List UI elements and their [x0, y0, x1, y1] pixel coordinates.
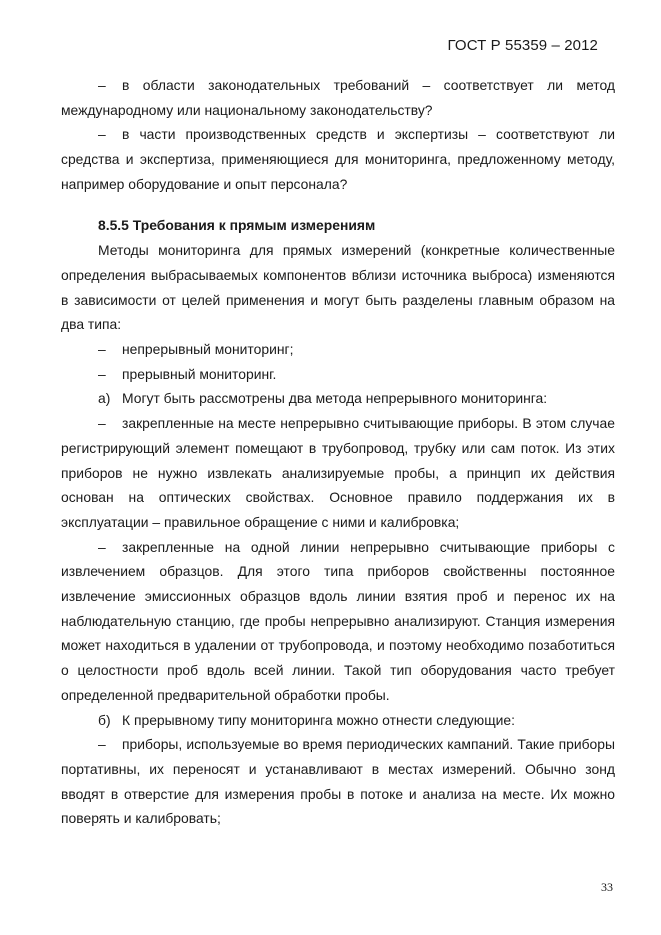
list-marker: б)	[98, 711, 111, 728]
list-item-text: непрерывный мониторинг;	[122, 341, 294, 358]
list-marker: –	[98, 77, 106, 93]
list-item	[61, 73, 615, 122]
list-marker: –	[98, 538, 106, 555]
list-marker: –	[98, 415, 106, 432]
document-body	[61, 73, 615, 831]
list-item-text: Могут быть рассмотрены два метода непрерывного мониторинга:	[122, 390, 548, 407]
list-marker: а)	[98, 390, 111, 407]
list-item-text: К прерывному типу мониторинга можно отнести следующие:	[122, 711, 515, 728]
list-item	[61, 122, 615, 196]
page-number: 33	[601, 880, 613, 894]
body-paragraph: Методы мониторинга для прямых измерений (конкретные количественные определения выбрасываемых компонентов вблизи источника выброса) изменяются в зависимости от целей применения и могут быть разделены главным образом на два типа:	[61, 242, 615, 333]
list-marker: –	[98, 126, 106, 143]
list-item-text: закрепленные на одной линии непрерывно считывающие приборы с извлечением образцов. Для этого типа приборов свойственны постоянное извлечение эмиссионных образцов вдоль линии взятия проб и перенос их на наблюдательную станцию, где пробы непрерывно анализируют. Станция измерения может находиться в удалении от трубопровода, и поэтому необходимо позаботиться о целостности проб вдоль всей линии. Такой тип оборудования часто требует определенной предварительной обработки пробы.	[61, 538, 615, 703]
list-marker: –	[98, 341, 106, 358]
list-item-text: в области законодательных требований – соответствует ли метод международному или национальному законодательству?	[61, 77, 615, 118]
list-item	[61, 732, 615, 831]
list-marker: –	[98, 736, 106, 753]
list-item-text: прерывный мониторинг.	[122, 365, 277, 382]
list-item	[61, 337, 615, 362]
list-item	[61, 362, 615, 387]
page-header: ГОСТ Р 55359 – 2012	[447, 37, 598, 54]
list-item	[61, 386, 615, 411]
list-marker: –	[98, 365, 106, 382]
list-item	[61, 411, 615, 535]
list-item-text: в части производственных средств и экспертизы – соответствуют ли средства и экспертиза, применяющиеся для мониторинга, предложенному методу, например оборудование и опыт персонала?	[61, 126, 615, 192]
list-item-text: закрепленные на месте непрерывно считывающие приборы. В этом случае регистрирующий элемент помещают в трубопровод, трубку или сам поток. Из этих приборов не нужно извлекать анализируемые пробы, а принцип их действия основан на оптических свойствах. Основное правило поддержания их в эксплуатации – правильное обращение с ними и калибровка;	[61, 415, 615, 530]
section-heading: 8.5.5 Требования к прямым измерениям	[98, 216, 376, 233]
list-item	[61, 535, 615, 708]
list-item-text: приборы, используемые во время периодических кампаний. Такие приборы портативны, их переносят и устанавливают в местах измерений. Обычно зонд вводят в отверстие для измерения пробы в потоке и анализа на месте. Их можно поверять и калибровать;	[61, 736, 615, 827]
list-item	[61, 708, 615, 733]
